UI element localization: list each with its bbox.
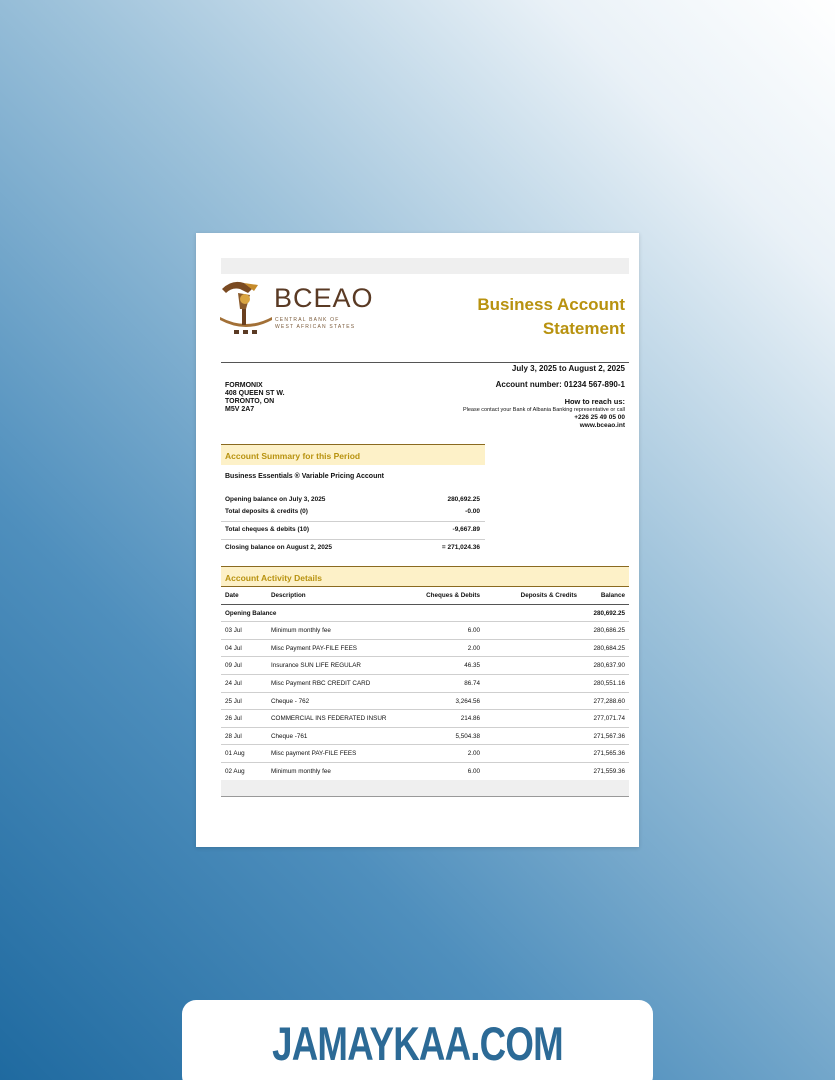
cell-cheques: 2.00 bbox=[467, 750, 480, 758]
cell-balance: 277,071.74 bbox=[593, 715, 625, 723]
cell-cheques: 2.00 bbox=[467, 644, 480, 652]
cell-cheques: 46.35 bbox=[464, 662, 480, 670]
contact-note: Please contact your Bank of Albania Banking representative or call bbox=[462, 407, 625, 413]
table-row bbox=[221, 728, 629, 746]
table-row bbox=[221, 640, 629, 658]
column-header-description: Description bbox=[271, 592, 306, 599]
column-header-cheques: Cheques & Debits bbox=[426, 592, 480, 599]
cell-description: Cheque -761 bbox=[271, 732, 308, 740]
cell-balance: 280,551.16 bbox=[593, 679, 625, 687]
cell-date: 03 Jul bbox=[225, 627, 242, 635]
title-line: Business Account bbox=[477, 295, 625, 314]
logo-subtitle bbox=[275, 317, 355, 331]
account-number: Account number: 01234 567-890-1 bbox=[495, 380, 625, 389]
summary-value: -9,667.89 bbox=[452, 526, 480, 533]
header-divider bbox=[221, 362, 629, 363]
opening-balance-value: 280,692.25 bbox=[593, 609, 625, 617]
statement-document bbox=[196, 233, 639, 847]
cell-date: 25 Jul bbox=[225, 697, 242, 705]
summary-label: Closing balance on August 2, 2025 bbox=[225, 544, 333, 551]
table-row bbox=[221, 622, 629, 640]
bank-emblem-icon bbox=[218, 275, 274, 339]
table-header-row bbox=[221, 587, 629, 605]
cell-balance: 271,565.36 bbox=[593, 750, 625, 758]
bceao-logo bbox=[218, 275, 374, 339]
title-line: Statement bbox=[542, 319, 625, 338]
summary-row bbox=[221, 523, 485, 540]
summary-account-type: Business Essentials ® Variable Pricing Account bbox=[225, 473, 384, 480]
logo-wordmark: BCEAO bbox=[274, 283, 374, 313]
summary-row bbox=[221, 505, 485, 522]
cell-cheques: 86.74 bbox=[464, 679, 480, 687]
summary-value: 280,692.25 bbox=[447, 496, 480, 503]
cell-balance: 277,288.60 bbox=[593, 697, 625, 705]
statement-period: July 3, 2025 to August 2, 2025 bbox=[511, 364, 625, 373]
cell-description: Cheque - 762 bbox=[271, 697, 310, 705]
cell-description: COMMERCIAL INS FEDERATED INSUR bbox=[271, 715, 387, 723]
statement-title bbox=[435, 293, 625, 341]
cell-balance: 271,559.36 bbox=[593, 767, 625, 775]
cell-balance: 280,637.90 bbox=[593, 662, 625, 670]
cell-date: 01 Aug bbox=[225, 750, 245, 758]
activity-heading: Account Activity Details bbox=[221, 566, 629, 587]
cell-balance: 280,686.25 bbox=[593, 627, 625, 635]
summary-label: Total deposits & credits (0) bbox=[225, 508, 308, 515]
summary-value: = 271,024.36 bbox=[441, 544, 480, 551]
cell-date: 28 Jul bbox=[225, 732, 242, 740]
cell-description: Minimum monthly fee bbox=[271, 627, 331, 635]
table-row bbox=[221, 710, 629, 728]
summary-value: -0.00 bbox=[465, 508, 480, 515]
table-row bbox=[221, 745, 629, 763]
table-row bbox=[221, 675, 629, 693]
cell-date: 24 Jul bbox=[225, 679, 242, 687]
cell-date: 09 Jul bbox=[225, 662, 242, 670]
contact-info bbox=[405, 398, 625, 430]
cell-date: 26 Jul bbox=[225, 715, 242, 723]
column-header-date: Date bbox=[225, 592, 239, 599]
cell-date: 02 Aug bbox=[225, 767, 245, 775]
bottom-band bbox=[221, 780, 629, 797]
contact-heading: How to reach us: bbox=[564, 397, 625, 406]
cell-cheques: 6.00 bbox=[467, 767, 480, 775]
address-line: FORMONIX bbox=[225, 382, 263, 389]
cell-description: Misc payment PAY-FILE FEES bbox=[271, 750, 357, 758]
logo-subtitle-line: CENTRAL BANK OF bbox=[275, 317, 340, 323]
table-row bbox=[221, 763, 629, 781]
address-line: TORONTO, ON bbox=[225, 398, 275, 405]
activity-table bbox=[221, 587, 629, 781]
cell-date: 04 Jul bbox=[225, 644, 242, 652]
cell-balance: 271,567.36 bbox=[593, 732, 625, 740]
summary-label: Opening balance on July 3, 2025 bbox=[225, 496, 326, 503]
site-banner-text: JAMAYKAA.COM bbox=[272, 1017, 563, 1070]
top-band bbox=[221, 258, 629, 274]
table-row bbox=[221, 693, 629, 711]
column-header-balance: Balance bbox=[600, 592, 625, 599]
mailing-address bbox=[225, 382, 285, 414]
cell-cheques: 3,264.56 bbox=[455, 697, 480, 705]
cell-balance: 280,684.25 bbox=[593, 644, 625, 652]
contact-phone: +226 25 49 05 00 bbox=[574, 414, 625, 421]
column-header-deposits: Deposits & Credits bbox=[520, 592, 577, 599]
summary-label: Total cheques & debits (10) bbox=[225, 526, 310, 533]
cell-cheques: 5,504.38 bbox=[455, 732, 480, 740]
summary-heading: Account Summary for this Period bbox=[221, 444, 485, 465]
cell-description: Insurance SUN LIFE REGULAR bbox=[271, 662, 361, 670]
opening-balance-row bbox=[221, 605, 629, 623]
contact-website: www.bceao.int bbox=[579, 422, 625, 429]
cell-cheques: 6.00 bbox=[467, 627, 480, 635]
summary-row bbox=[221, 541, 485, 558]
address-line: 408 QUEEN ST W. bbox=[225, 390, 285, 397]
opening-balance-label: Opening Balance bbox=[225, 609, 277, 617]
site-banner bbox=[182, 1000, 653, 1080]
logo-subtitle-line: WEST AFRICAN STATES bbox=[275, 324, 356, 330]
cell-description: Misc Payment PAY-FILE FEES bbox=[271, 644, 357, 652]
address-line: M5V 2A7 bbox=[225, 406, 255, 413]
cell-cheques: 214.86 bbox=[460, 715, 480, 723]
table-row bbox=[221, 657, 629, 675]
cell-description: Misc Payment RBC CREDIT CARD bbox=[271, 679, 371, 687]
cell-description: Minimum monthly fee bbox=[271, 767, 331, 775]
